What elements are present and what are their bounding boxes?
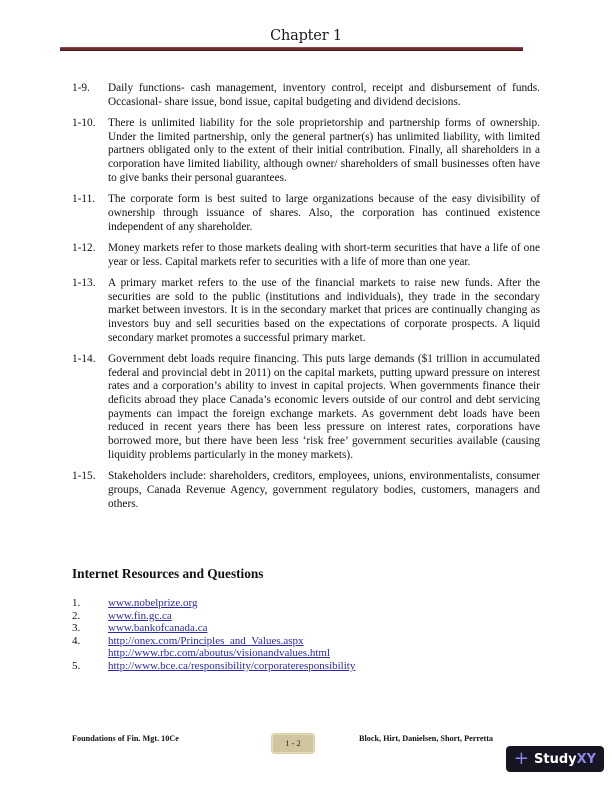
resource-item [72,635,532,660]
footer-book-title: Foundations of Fin. Mgt. 10Ce [72,734,179,743]
answer-item [72,117,540,186]
resource-links-list [72,597,532,673]
studyxy-watermark[interactable] [506,746,604,772]
resource-link-fin-gc[interactable]: www.fin.gc.ca [108,609,172,622]
answer-number: 1-11. [72,193,96,206]
resource-number: 1. [72,597,81,609]
header-divider [60,47,523,51]
answer-text: The corporate form is best suited to large organizations because of the easy divisibility of ownership through issuance of shares. Also, the corporation has continued existence independent of any shareholder. [108,193,540,233]
resource-link-nobelprize[interactable]: www.nobelprize.org [108,597,198,609]
brand-prefix: Study [534,751,577,767]
answer-text: A primary market refers to the use of the financial markets to raise new funds. After the securities are sold to the public (institutions and individuals), they trade in the secondary market between investors. It is in the secondary market that prices are continually changing as investors buy and sell securities based on the expectations of corporate prospects. A liquid secondary market promotes a successful primary market. [108,276,540,344]
answer-text: Stakeholders include: shareholders, creditors, employees, unions, environmentalists, consumer groups, Canada Revenue Agency, government regulatory bodies, customers, managers and others. [108,470,540,510]
answer-number: 1-14. [72,352,96,365]
resource-link-bce[interactable]: http://www.bce.ca/responsibility/corporateresponsibility [108,659,356,672]
answer-number: 1-15. [72,470,96,483]
resource-item [72,597,532,610]
answer-item [72,353,540,463]
section-heading: Internet Resources and Questions [72,566,264,581]
answer-text: Government debt loads require financing. This puts large demands ($1 trillion in accumulated federal and provincial debt in 2011) on the capital markets, putting upward pressure on interest rates and a corporation’s ability to invest in capital projects. When governments finance their deficits abroad they place Canada’s economic levers outside of our control and debt servicing payments can impact the foreign exchange markets. As government debt loads have been reduced in recent years there has been less pressure on interest rates, corporations have borrowed more, but there have been less ‘risk free’ government securities available (causing liquidity problems particularly in the money markets). [108,352,540,461]
resource-item [72,622,532,635]
plus-icon: + [513,748,530,769]
answer-number: 1-9. [72,82,90,94]
answer-text: Daily functions- cash management, inventory control, receipt and disbursement of funds. Occasional- share issue, bond issue, capital budgeting and dividend decisions. [108,82,540,108]
answer-item [72,82,540,109]
resource-number: 4. [72,634,81,647]
answer-number: 1-12. [72,241,96,254]
answers-list [72,82,540,519]
chapter-title: Chapter 1 [270,28,342,44]
resource-item [72,660,532,673]
answer-number: 1-13. [72,276,96,289]
resource-number: 2. [72,609,81,622]
resource-link-onex[interactable]: http://onex.com/Principles_and_Values.aspx [108,634,304,647]
resource-number: 5. [72,659,81,672]
resource-link-rbc[interactable]: http://www.rbc.com/aboutus/visionandvalues.html [108,647,331,660]
answer-text: There is unlimited liability for the sole proprietorship and partnership forms of ownership. Under the limited partnership, only the general partner(s) has unlimited liability, with limited partners obligated only to the extent of their initial contribution. Finally, all shareholders in a corporation have limited liability, although owner/ shareholders of small businesses often have to give banks their personal guarantees. [108,117,540,184]
answer-item [72,277,540,346]
page-number-badge: 1 - 2 [272,734,314,753]
footer-authors: Block, Hirt, Danielsen, Short, Perretta [359,734,494,743]
brand-suffix: XY [576,751,597,767]
resource-number: 3. [72,622,81,635]
answer-item [72,242,540,269]
resource-link-bankofcanada[interactable]: www.bankofcanada.ca [108,622,208,635]
answer-number: 1-10. [72,117,96,129]
resource-item [72,610,532,623]
answer-text: Money markets refer to those markets dealing with short-term securities that have a life of one year or less. Capital markets refer to securities with a life of more than one year. [108,241,540,268]
answer-item [72,470,540,511]
answer-item [72,193,540,234]
